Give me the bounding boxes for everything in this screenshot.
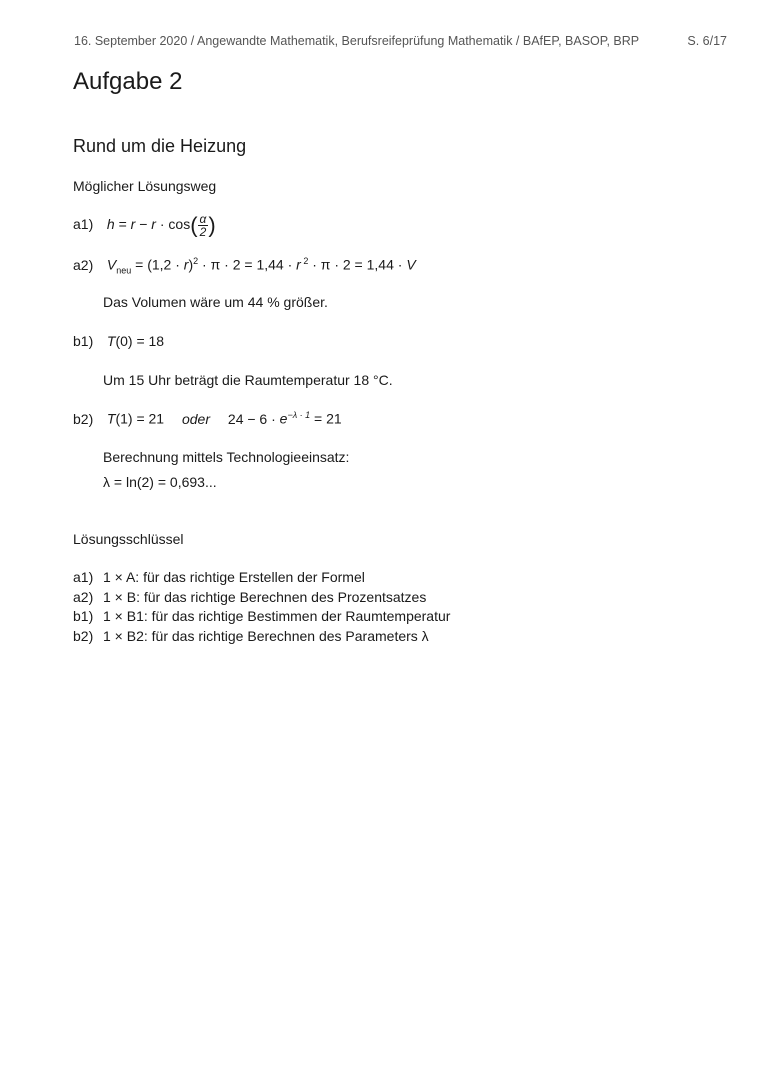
key-label: a1) — [73, 569, 94, 585]
solution-a2 — [73, 256, 416, 275]
formula-var: V — [406, 256, 416, 273]
key-item — [73, 569, 365, 585]
key-label: b1) — [73, 608, 94, 624]
key-item — [73, 589, 426, 605]
formula-text: (0) = 18 — [115, 333, 165, 349]
formula-text: 24 − 6 · — [227, 410, 280, 427]
formula-oder: oder — [181, 410, 211, 427]
key-item — [73, 628, 429, 644]
solution-b1-note: Um 15 Uhr beträgt die Raumtemperatur 18 °C. — [103, 372, 393, 388]
key-label: a2) — [73, 589, 94, 605]
formula-text: · π · 2 = 1,44 · — [198, 256, 297, 273]
solution-label: a2) — [73, 256, 94, 273]
key-text: 1 × B2: für das richtige Berechnen des Parameters λ — [103, 628, 429, 644]
formula-text: ) — [188, 256, 194, 273]
formula-var: r — [130, 216, 136, 233]
formula-exponent: 2 — [193, 256, 199, 266]
solution-label: a1) — [73, 216, 94, 233]
formula-exponent: −λ · 1 — [287, 410, 311, 420]
section-subtitle: Rund um die Heizung — [73, 136, 247, 156]
page-number: S. 6/17 — [687, 34, 727, 48]
solution-b2-note2: λ = ln(2) = 0,693... — [103, 474, 217, 490]
formula-subscript: neu — [116, 265, 132, 276]
fraction: $\frac{\alpha}{2}$ — [199, 212, 207, 239]
formula-var: T — [106, 333, 116, 349]
solution-b2-note1: Berechnung mittels Technologieeinsatz: — [103, 449, 350, 465]
solution-heading: Möglicher Lösungsweg — [73, 178, 217, 194]
page-header-text: 16. September 2020 / Angewandte Mathematik, Berufsreifeprüfung Mathematik / BAfEP, BASOP, BRP — [74, 34, 640, 48]
formula-var: r — [296, 256, 301, 273]
solution-b1 — [73, 333, 164, 349]
key-text: 1 × B1: für das richtige Bestimmen der Raumtemperatur — [103, 608, 451, 624]
formula-text: · cos — [155, 216, 191, 233]
formula-var: h — [106, 216, 115, 233]
formula-text: = (1,2 · — [131, 256, 184, 273]
formula-var: T — [106, 410, 116, 427]
formula-var: r — [183, 256, 189, 273]
solution-a1: a1) h = r − r · cos( $\frac{\alpha}{2}$ ) — [73, 212, 216, 239]
formula-text: − — [135, 216, 152, 233]
key-text: 1 × B: für das richtige Berechnen des Prozentsatzes — [103, 589, 427, 605]
formula-var: e — [279, 410, 288, 427]
solution-label: b1) — [73, 333, 94, 349]
solution-b2 — [73, 410, 342, 427]
formula-text: = 21 — [310, 410, 342, 427]
formula-text: (1) = 21 — [115, 410, 165, 427]
key-heading: Lösungsschlüssel — [73, 531, 184, 547]
formula-var: r — [151, 216, 156, 233]
key-item — [73, 608, 450, 624]
key-text: 1 × A: für das richtige Erstellen der Formel — [103, 569, 365, 585]
solution-a2-note: Das Volumen wäre um 44 % größer. — [103, 294, 328, 310]
formula-var: V — [106, 256, 117, 273]
formula-text: · π · 2 = 1,44 · — [308, 256, 407, 273]
page-title: Aufgabe 2 — [73, 68, 183, 95]
solution-label: b2) — [73, 410, 94, 427]
formula-text: = — [114, 216, 131, 233]
key-label: b2) — [73, 628, 94, 644]
formula-exponent: 2 — [300, 256, 309, 266]
